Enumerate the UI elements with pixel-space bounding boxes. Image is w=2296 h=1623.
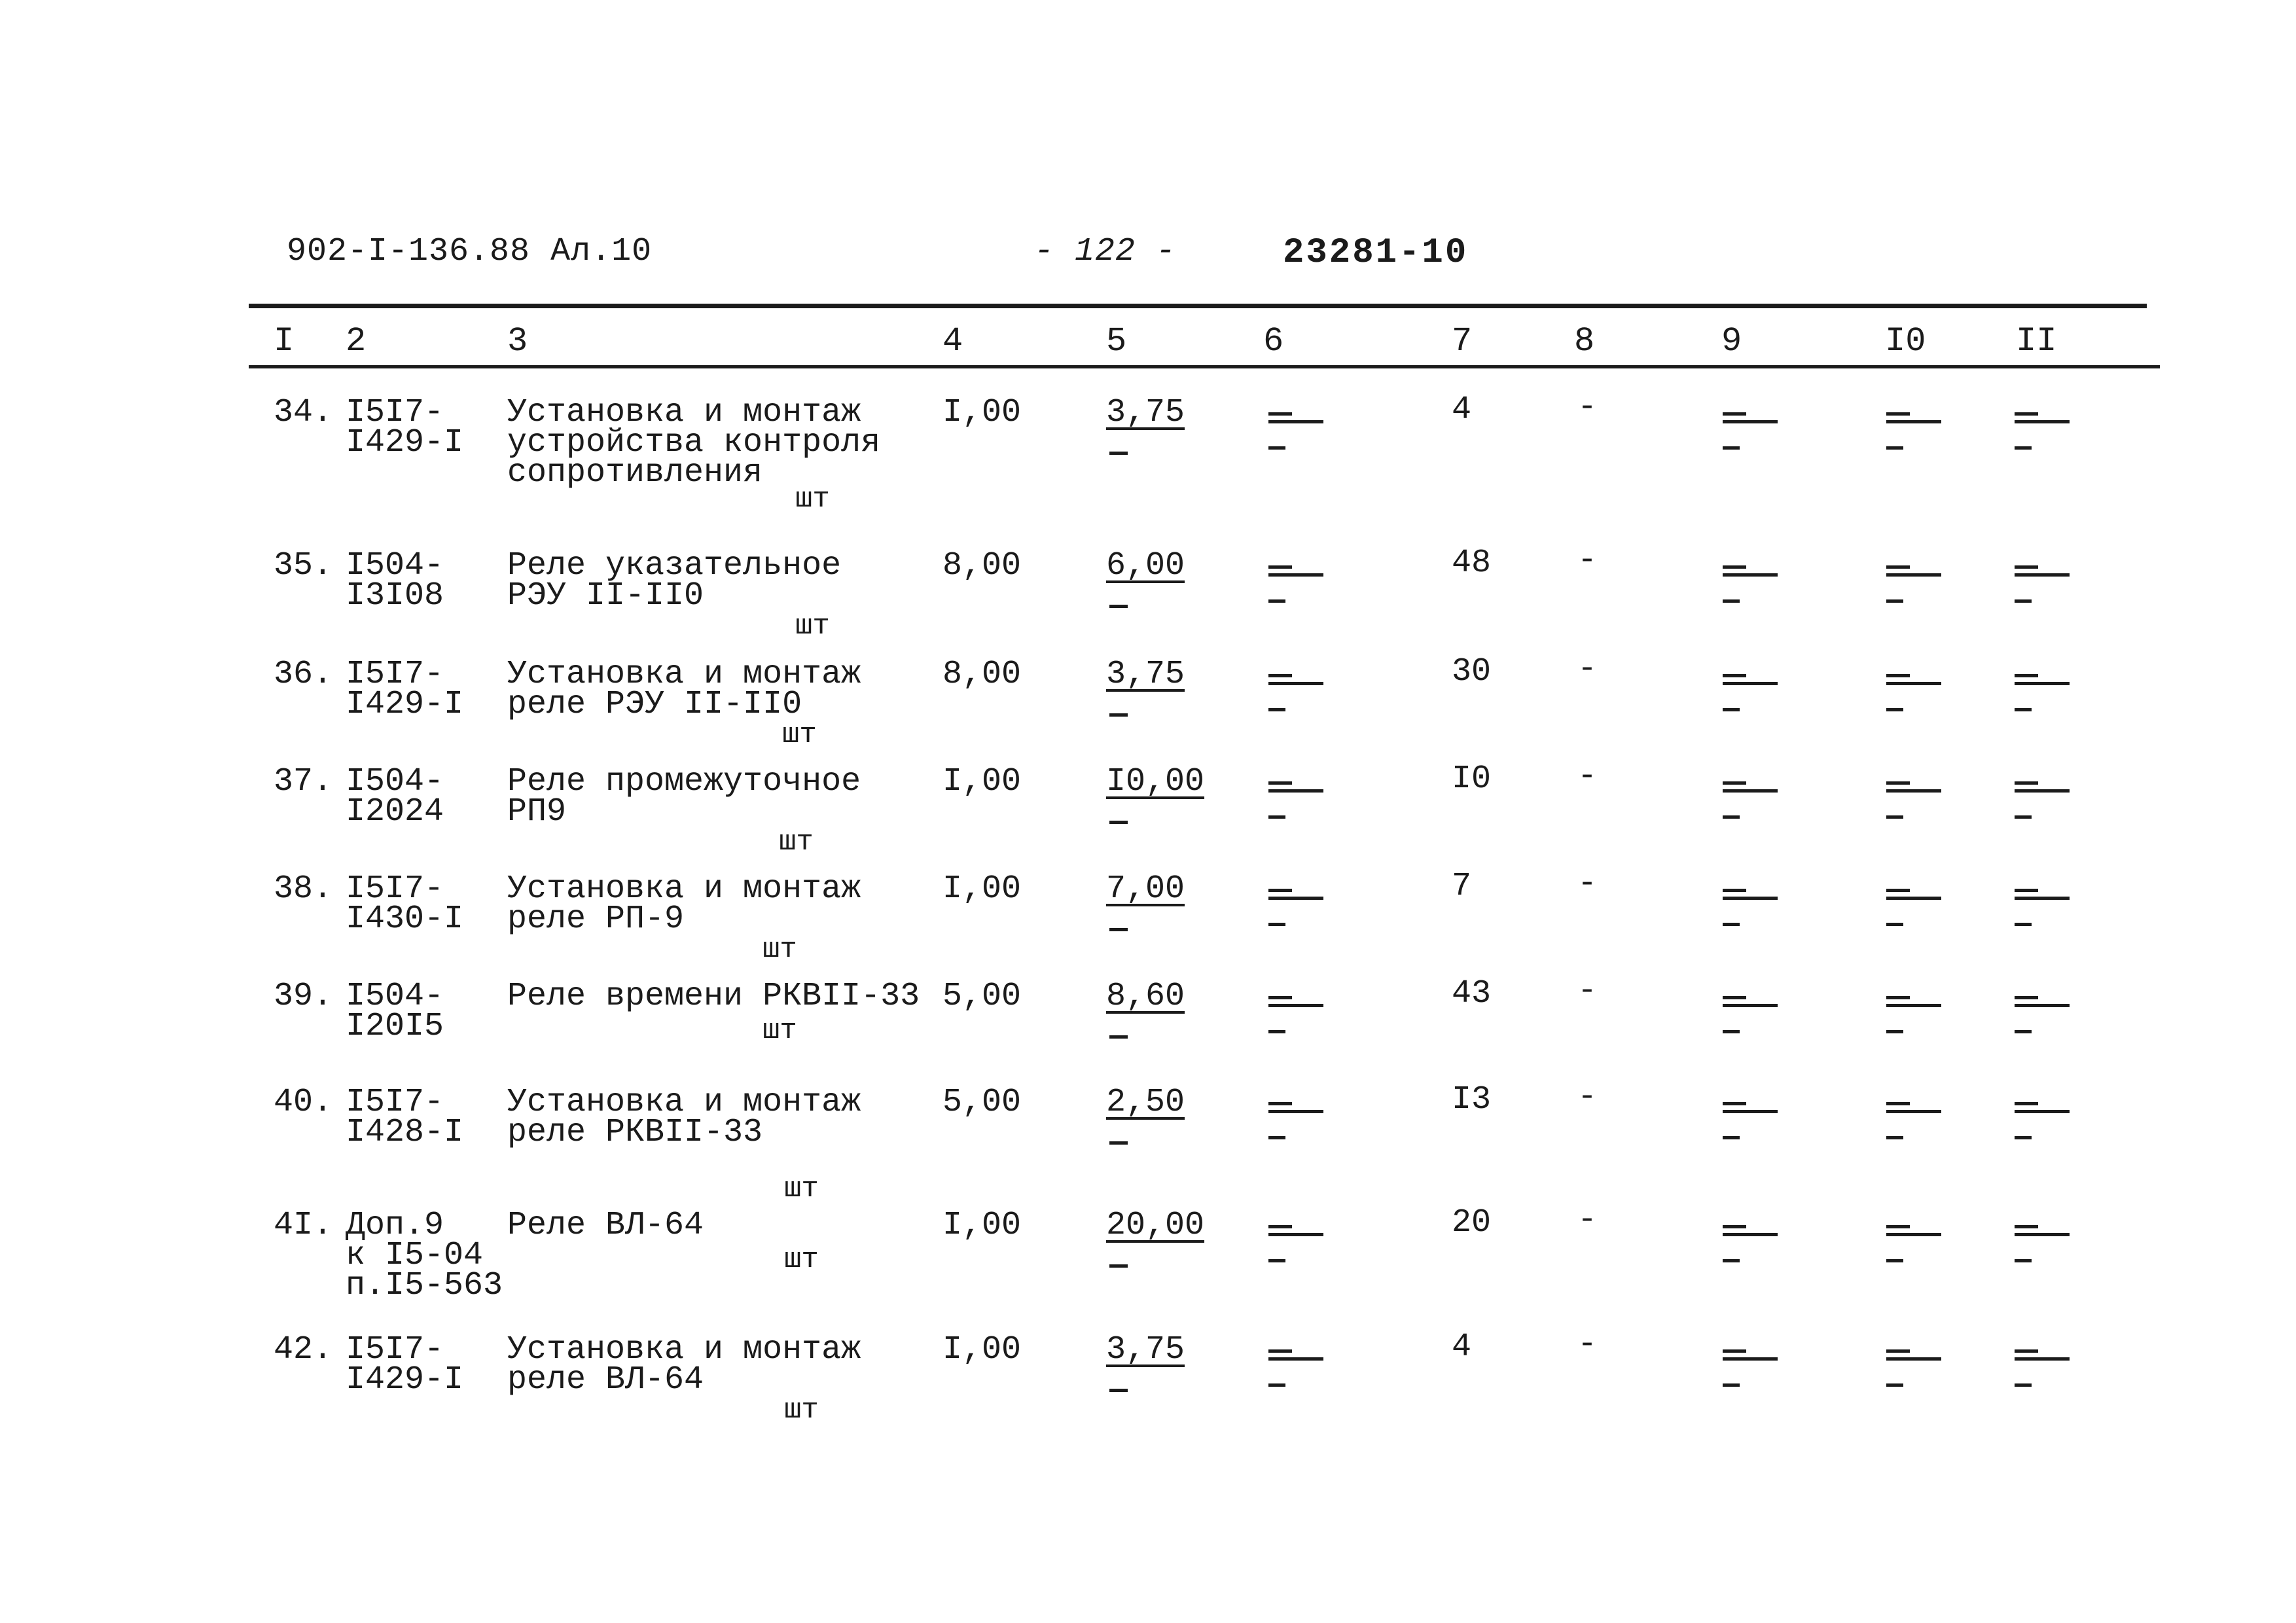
row-col7: 48	[1452, 544, 1492, 582]
row-col8: -	[1577, 542, 1598, 579]
empty-value-mark	[1886, 1349, 1941, 1389]
empty-value-mark	[1886, 889, 1941, 928]
row-number: 34.	[274, 394, 333, 431]
row-code: I5I7- I429-I	[346, 1331, 464, 1399]
column-header: 3	[507, 322, 528, 361]
column-header: 6	[1263, 322, 1284, 361]
column-header: 4	[942, 322, 963, 361]
empty-value-mark	[1723, 1225, 1778, 1264]
empty-value-mark	[2015, 1225, 2070, 1264]
row-code: I504- I20I5	[346, 978, 444, 1045]
empty-value-mark	[1886, 781, 1941, 821]
row-name: Установка и монтаж реле РП-9	[507, 870, 861, 938]
empty-value-mark	[1723, 781, 1778, 821]
empty-value-mark	[2015, 565, 2070, 605]
empty-value-mark	[1268, 781, 1323, 821]
empty-value-mark	[1723, 996, 1778, 1035]
row-unit: шт	[762, 933, 797, 966]
price-sub-dash	[1109, 1264, 1128, 1268]
row-number: 36.	[274, 656, 333, 693]
row-unit: шт	[782, 719, 817, 751]
row-number: 38.	[274, 870, 333, 908]
row-price: 3,75	[1106, 656, 1185, 693]
row-price: I0,00	[1106, 763, 1205, 800]
row-code: I5I7- I429-I	[346, 656, 464, 723]
empty-value-mark	[1268, 565, 1323, 605]
empty-value-mark	[1268, 412, 1323, 452]
row-qty: I,00	[942, 394, 1022, 431]
row-name: Установка и монтаж реле РЭУ II-II0	[507, 656, 861, 723]
row-unit: шт	[795, 610, 830, 643]
empty-value-mark	[1886, 1102, 1941, 1141]
row-name: Реле промежуточное РП9	[507, 763, 861, 830]
row-unit: шт	[784, 1173, 819, 1205]
empty-value-mark	[2015, 889, 2070, 928]
empty-value-mark	[2015, 1349, 2070, 1389]
table-header-rule	[249, 365, 2160, 368]
row-qty: I,00	[942, 1331, 1022, 1368]
row-number: 37.	[274, 763, 333, 800]
column-header: II	[2016, 322, 2057, 361]
row-col7: 4	[1452, 391, 1472, 429]
row-col8: -	[1577, 1079, 1598, 1116]
row-col7: 20	[1452, 1204, 1492, 1241]
row-qty: I,00	[942, 1207, 1022, 1244]
row-price: 2,50	[1106, 1084, 1185, 1121]
empty-value-mark	[1268, 996, 1323, 1035]
column-header: 7	[1452, 322, 1473, 361]
row-unit: шт	[784, 1243, 819, 1276]
price-sub-dash	[1109, 928, 1128, 931]
row-price: 20,00	[1106, 1207, 1205, 1244]
row-unit: шт	[784, 1394, 819, 1427]
row-qty: 8,00	[942, 656, 1022, 693]
row-unit: шт	[762, 1014, 797, 1047]
row-price: 3,75	[1106, 1331, 1185, 1368]
row-col8: -	[1577, 758, 1598, 795]
row-col7: 7	[1452, 868, 1472, 905]
empty-value-mark	[2015, 996, 2070, 1035]
empty-value-mark	[1886, 412, 1941, 452]
row-col7: 43	[1452, 975, 1492, 1012]
row-code: I504- I2024	[346, 763, 444, 830]
row-number: 35.	[274, 547, 333, 584]
empty-value-mark	[1268, 889, 1323, 928]
row-unit: шт	[795, 483, 830, 516]
empty-value-mark	[1268, 1225, 1323, 1264]
column-header: 8	[1574, 322, 1595, 361]
row-col7: I3	[1452, 1081, 1492, 1118]
row-code: I5I7- I430-I	[346, 870, 464, 938]
row-code: I504- I3I08	[346, 547, 444, 615]
table-top-rule	[249, 304, 2147, 308]
empty-value-mark	[2015, 1102, 2070, 1141]
row-col8: -	[1577, 865, 1598, 902]
column-header: 2	[346, 322, 367, 361]
row-price: 7,00	[1106, 870, 1185, 908]
price-sub-dash	[1109, 1141, 1128, 1145]
row-unit: шт	[779, 826, 814, 859]
column-header: 5	[1106, 322, 1127, 361]
row-name: Реле указательное РЭУ II-II0	[507, 547, 842, 615]
empty-value-mark	[1723, 674, 1778, 713]
row-name: Установка и монтаж устройства контроля сопротивления	[507, 394, 881, 491]
empty-value-mark	[2015, 674, 2070, 713]
empty-value-mark	[1723, 565, 1778, 605]
empty-value-mark	[1886, 1225, 1941, 1264]
row-price: 6,00	[1106, 547, 1185, 584]
row-col8: -	[1577, 1202, 1598, 1239]
column-header: I	[274, 322, 295, 361]
empty-value-mark	[2015, 412, 2070, 452]
row-qty: 5,00	[942, 978, 1022, 1015]
row-name: Реле ВЛ-64	[507, 1207, 704, 1244]
row-name: Установка и монтаж реле ВЛ-64	[507, 1331, 861, 1399]
empty-value-mark	[1723, 412, 1778, 452]
document-code: 902-I-136.88 Ал.10	[287, 233, 653, 270]
row-qty: I,00	[942, 763, 1022, 800]
empty-value-mark	[1886, 674, 1941, 713]
row-col8: -	[1577, 651, 1598, 688]
page-number: - 122 -	[1034, 233, 1177, 270]
row-qty: 8,00	[942, 547, 1022, 584]
empty-value-mark	[1268, 1349, 1323, 1389]
row-price: 3,75	[1106, 394, 1185, 431]
column-header: I0	[1885, 322, 1926, 361]
price-sub-dash	[1109, 713, 1128, 717]
row-col8: -	[1577, 1326, 1598, 1363]
column-header: 9	[1721, 322, 1742, 361]
empty-value-mark	[1723, 1102, 1778, 1141]
price-sub-dash	[1109, 1389, 1128, 1392]
empty-value-mark	[1723, 1349, 1778, 1389]
empty-value-mark	[1268, 674, 1323, 713]
row-qty: I,00	[942, 870, 1022, 908]
price-sub-dash	[1109, 821, 1128, 824]
row-col7: 30	[1452, 653, 1492, 690]
row-qty: 5,00	[942, 1084, 1022, 1121]
row-col7: 4	[1452, 1329, 1472, 1366]
price-sub-dash	[1109, 452, 1128, 455]
row-col8: -	[1577, 972, 1598, 1010]
row-number: 4I.	[274, 1207, 333, 1244]
empty-value-mark	[1268, 1102, 1323, 1141]
empty-value-mark	[2015, 781, 2070, 821]
price-sub-dash	[1109, 1035, 1128, 1039]
row-code: Доп.9 к I5-04 п.I5-563	[346, 1207, 503, 1304]
price-sub-dash	[1109, 605, 1128, 608]
row-number: 39.	[274, 978, 333, 1015]
row-name: Реле времени РКВII-33	[507, 978, 920, 1015]
row-code: I5I7- I428-I	[346, 1084, 464, 1151]
row-code: I5I7- I429-I	[346, 394, 464, 461]
empty-value-mark	[1886, 565, 1941, 605]
row-number: 40.	[274, 1084, 333, 1121]
row-col8: -	[1577, 389, 1598, 426]
empty-value-mark	[1886, 996, 1941, 1035]
empty-value-mark	[1723, 889, 1778, 928]
row-name: Установка и монтаж реле РКВII-33	[507, 1084, 861, 1151]
row-price: 8,60	[1106, 978, 1185, 1015]
inventory-number: 23281-10	[1283, 233, 1469, 273]
row-number: 42.	[274, 1331, 333, 1368]
row-col7: I0	[1452, 760, 1492, 798]
